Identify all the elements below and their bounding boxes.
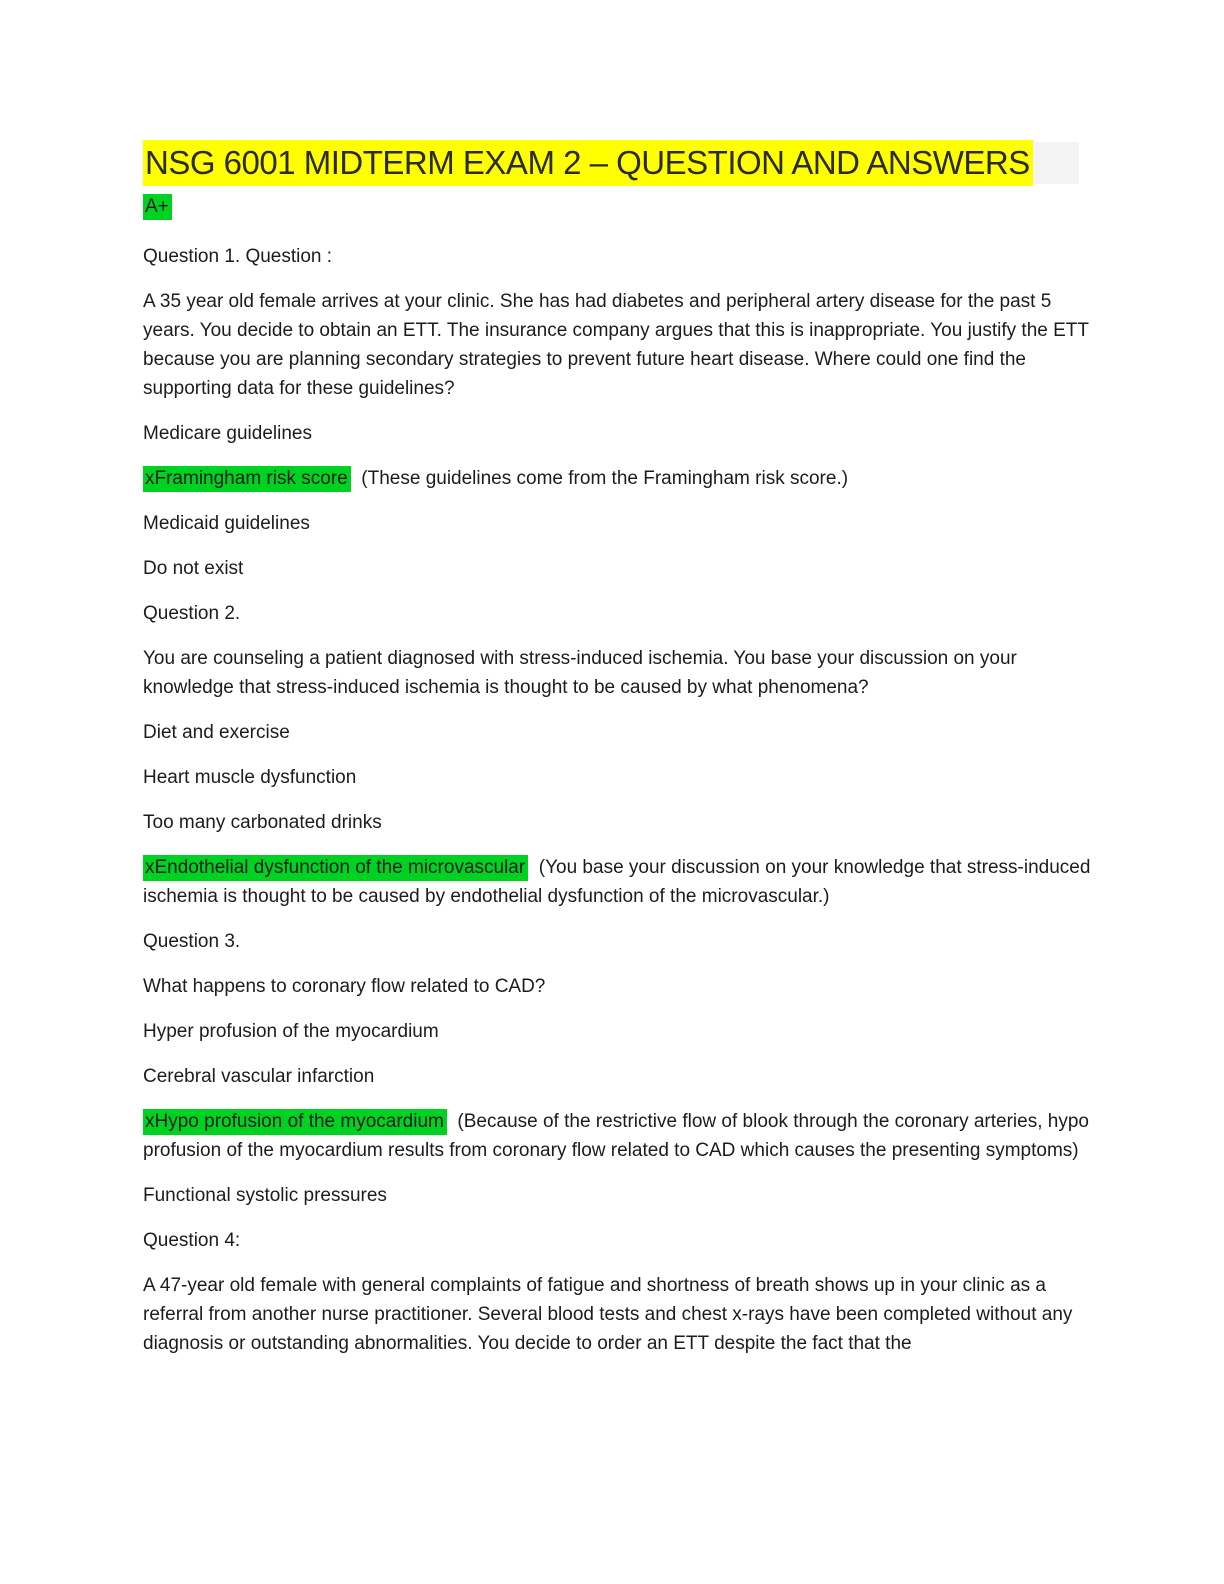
text-run: Question 2.	[143, 603, 241, 624]
correct-answer-highlight: xFramingham risk score	[143, 466, 351, 492]
question-3-option-functional	[143, 1181, 1098, 1210]
text-run: Question 4:	[143, 1230, 241, 1251]
question-2-label	[143, 599, 1098, 628]
text-run: Diet and exercise	[143, 722, 290, 743]
text-run: What happens to coronary flow related to CAD?	[143, 976, 546, 997]
grade-line	[143, 192, 1098, 221]
question-2-option-diet	[143, 718, 1098, 747]
text-run: Heart muscle dysfunction	[143, 767, 357, 788]
correct-answer-highlight: xHypo profusion of the myocardium	[143, 1109, 447, 1135]
text-run: Question 1. Question :	[143, 246, 333, 267]
text-run: Do not exist	[143, 558, 244, 579]
text-run: Too many carbonated drinks	[143, 812, 382, 833]
text-run: (Because of the restrictive flow of blook through the coronary arteries, hypo profusion of the myocardium results from coronary flow related to CAD which causes the presenting symptoms)	[143, 1111, 1095, 1161]
text-run: A 35 year old female arrives at your clinic. She has had diabetes and peripheral artery disease for the past 5 years. You decide to obtain an ETT. The insurance company argues that this is inappropriate. You justify the ETT because you are planning secondary strategies to prevent future heart disease. Where could one find the supporting data for these guidelines?	[143, 291, 1094, 399]
question-4-label	[143, 1226, 1098, 1255]
text-run: Hyper profusion of the myocardium	[143, 1021, 439, 1042]
text-run: A 47-year old female with general complaints of fatigue and shortness of breath shows up in your clinic as a referral from another nurse practitioner. Several blood tests and chest x-rays have been completed without any diagnosis or outstanding abnormalities. You decide to order an ETT despite the fact that the	[143, 1275, 1078, 1354]
correct-answer-highlight: xEndothelial dysfunction of the microvascular	[143, 855, 528, 881]
question-2-option-carbonated	[143, 808, 1098, 837]
text-run: (You base your discussion on your knowledge that stress-induced ischemia is thought to be caused by endothelial dysfunction of the microvascular.)	[143, 857, 1096, 907]
question-3-label	[143, 927, 1098, 956]
text-run: Medicare guidelines	[143, 423, 312, 444]
text-run: Cerebral vascular infarction	[143, 1066, 375, 1087]
question-1-label	[143, 242, 1098, 271]
question-3-option-cerebral	[143, 1062, 1098, 1091]
question-2-answer	[143, 853, 1098, 911]
question-1-option-medicaid	[143, 509, 1098, 538]
page-title	[143, 141, 1098, 184]
text-run: (These guidelines come from the Framingham risk score.)	[350, 468, 849, 489]
question-1-text	[143, 287, 1098, 403]
question-1-option-do-not-exist	[143, 554, 1098, 583]
title-highlight-tail	[1033, 142, 1079, 184]
question-3-text	[143, 972, 1098, 1001]
page-title-text: NSG 6001 MIDTERM EXAM 2 – QUESTION AND ANSWERS	[143, 140, 1033, 186]
text-run: Medicaid guidelines	[143, 513, 310, 534]
question-2-option-heart-muscle	[143, 763, 1098, 792]
question-3-option-hyper-profusion	[143, 1017, 1098, 1046]
question-3-answer	[143, 1107, 1098, 1165]
text-run: You are counseling a patient diagnosed with stress-induced ischemia. You base your discussion on your knowledge that stress-induced ischemia is thought to be caused by what phenomena?	[143, 648, 1023, 698]
question-2-text	[143, 644, 1098, 702]
question-4-text	[143, 1271, 1098, 1358]
question-1-answer	[143, 464, 1098, 493]
document-body	[143, 242, 1098, 1358]
text-run: Question 3.	[143, 931, 241, 952]
grade-badge: A+	[143, 194, 172, 220]
text-run: Functional systolic pressures	[143, 1185, 387, 1206]
question-1-option-medicare	[143, 419, 1098, 448]
